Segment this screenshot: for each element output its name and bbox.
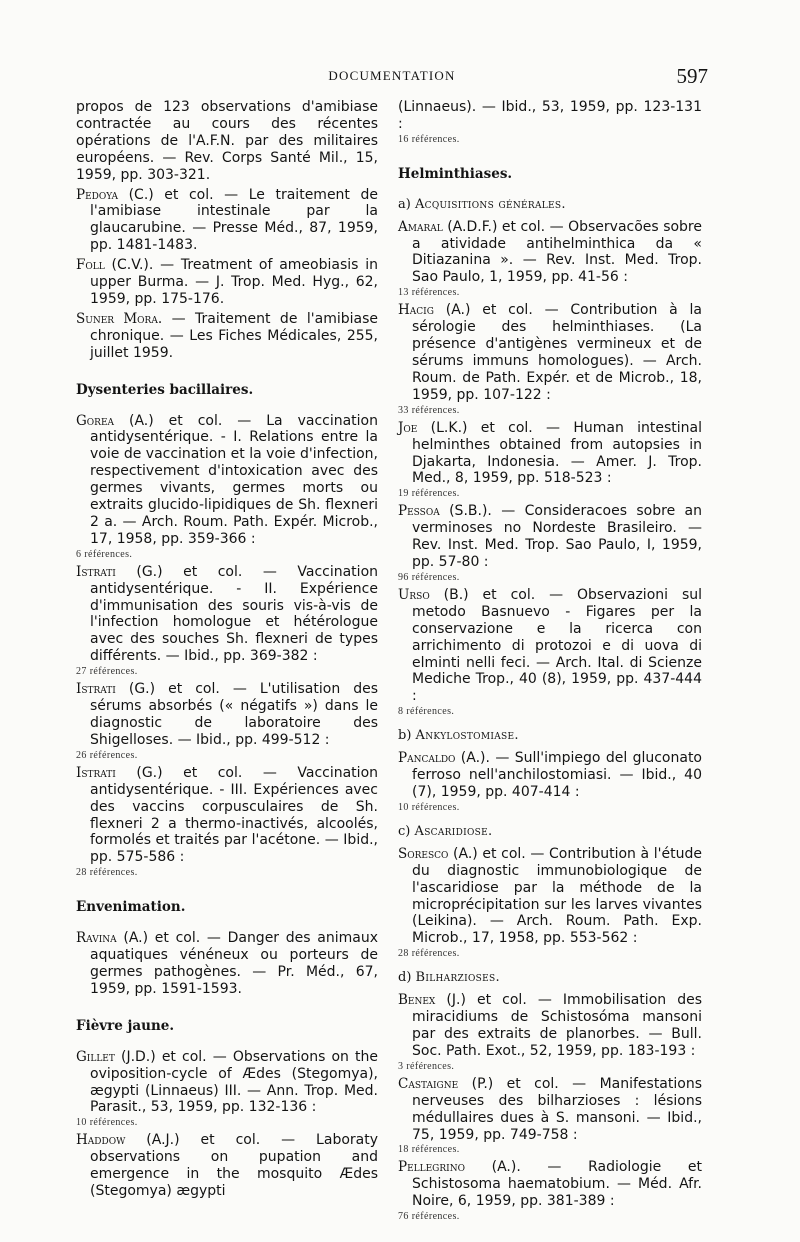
reference-entry: [76, 1049, 378, 1130]
section-heading: Dysenteries bacillaires.: [76, 381, 254, 398]
entry-text: (J.) et col. — Immobilisation des miracidiums de Schistosóma mansoni par des extraits de planorbes. — Bull. Soc. Path. Exot., 52, 1959, pp. 183-193 :: [412, 992, 703, 1059]
subsection-label: b): [398, 728, 412, 744]
entry-reference-count: 13 références.: [398, 287, 460, 299]
entry-author: Istrati: [76, 563, 116, 580]
reference-entry: [398, 420, 702, 501]
entry-reference-count: 19 références.: [398, 488, 460, 500]
reference-entry: [398, 846, 702, 960]
reference-entry: [398, 302, 702, 416]
entry-author: Haddow: [76, 1132, 126, 1149]
entry-text: (A.). — Sull'impiego del gluconato ferroso nell'anchilostomiasi. — Ibid., 40 (7), 1959, pp. 407-414 :: [412, 750, 702, 800]
entry-text: (Linnaeus). — Ibid., 53, 1959, pp. 123-131 :: [398, 99, 702, 132]
entry-author: Benex: [398, 992, 436, 1009]
entry-author: Gorea: [76, 412, 115, 429]
reference-entry: [76, 681, 378, 762]
entry-author: Amaral: [398, 218, 443, 235]
page-number: 597: [676, 64, 708, 88]
entry-reference-count: 16 références.: [398, 133, 460, 145]
subsection-title: Ascaridiose.: [414, 823, 493, 839]
entry-author: Pedoya: [76, 186, 118, 203]
reference-entry: [76, 765, 378, 879]
section-heading: Fièvre jaune.: [76, 1017, 175, 1034]
subsection-heading: [398, 728, 702, 745]
entry-reference-count: 27 références.: [76, 666, 138, 678]
entry-reference-count: 3 références.: [398, 1060, 455, 1072]
entry-author: Soresco: [398, 845, 449, 862]
entry-text: (A.J.) et col. — Laboraty observations on pupation and emergence in the mosquito Ædes (Stegomya) ægypti: [90, 1132, 379, 1200]
entry-text: (J.D.) et col. — Observations on the oviposition-cycle of Ædes (Stegomya), ægypti (Linnaeus) III. — Ann. Trop. Med. Parasit., 53, 1959, pp. 132-136 :: [90, 1048, 378, 1116]
reference-entry: [398, 1076, 702, 1157]
reference-entry: [76, 257, 378, 308]
running-head: [76, 66, 708, 86]
reference-entry: [76, 1132, 378, 1200]
entry-text: (P.) et col. — Manifestations nerveuses des bilharzioses : lésions médullaires dues à S. mansoni. — Ibid., 75, 1959, pp. 749-758 :: [412, 1075, 702, 1143]
entry-author: Foll: [76, 257, 105, 274]
entry-text: (A.) et col. — Contribution à la sérologie des helminthiases. (La présence d'antigènes vermineux et de sérums immuns homologues). — Arch. Roum. de Path. Expér. et de Microb., 18, 1959, pp. 107-122 :: [412, 302, 703, 403]
subsection-label: d): [398, 970, 412, 986]
section-heading: Helminthiases.: [398, 165, 513, 182]
reference-entry: [398, 219, 702, 300]
entry-author: Istrati: [76, 764, 116, 781]
entry-reference-count: 18 références.: [398, 1144, 460, 1156]
entry-author: Ravina: [76, 930, 117, 947]
entry-text: (L.K.) et col. — Human intestinal helminthes obtained from autopsies in Djakarta, Indonesia. — Amer. J. Trop. Med., 8, 1959, pp. 518-523 :: [412, 419, 702, 487]
entry-author: Hacig: [398, 302, 434, 319]
entry-author: Istrati: [76, 681, 116, 698]
entry-text: (C.) et col. — Le traitement de l'amibiase intestinale par la glaucarubine. — Presse Méd., 87, 1959, pp. 1481-1483.: [90, 186, 378, 254]
entry-text: (A.) et col. — Contribution à l'étude du diagnostic immunobiologique de l'ascaridiose par la méthode de la microprécipitation sur les larves vivantes (Leikina). — Arch. Roum. Path. Exp. Microb., 17, 1958, pp. 553-562 :: [412, 845, 702, 947]
subsection-title: Bilharzioses.: [415, 970, 500, 986]
entry-text: (A.D.F.) et col. — Observacões sobre a atividade antihelminthica da « Ditiazanina ». — Rev. Inst. Med. Trop. Sao Paulo, 1, 1959, pp. 41-56 :: [412, 218, 702, 286]
reference-entry: [398, 1159, 702, 1223]
reference-entry: [398, 503, 702, 584]
subsection-title: Ankylostomiase.: [415, 728, 519, 744]
reference-entry: [76, 311, 378, 362]
entry-text: (A.) et col. — La vaccination antidysentérique. - I. Relations entre la voie de vaccination et la voie d'infection, respectivement d'intoxication avec des germes vivants, germes morts ou extraits glucido-lipidiques de Sh. flexneri 2 a. — Arch. Roum. Path. Expér. Microb., 17, 1958, pp. 359-366 :: [90, 412, 378, 547]
subsection-heading: [398, 824, 702, 841]
reference-entry: [398, 750, 702, 814]
entry-text: (G.) et col. — Vaccination antidysentérique. - III. Expériences avec des vaccins corpusculaires de Sh. flexneri 2 a thermo-inactivés, alcoolés, formolés et traités par l'acétone. — Ibid., pp. 575-586 :: [90, 764, 379, 866]
reference-entry: [76, 187, 378, 255]
left-column: [76, 99, 378, 1200]
entry-reference-count: 10 références.: [76, 1117, 138, 1129]
reference-entry: [76, 413, 378, 561]
entry-reference-count: 6 références.: [76, 548, 133, 560]
entry-author: Gillet: [76, 1048, 115, 1065]
entry-reference-count: 33 références.: [398, 404, 460, 416]
entry-reference-count: 10 références.: [398, 801, 460, 813]
reference-entry: [398, 587, 702, 718]
entry-author: Castaigne: [398, 1075, 459, 1092]
reference-entry: [398, 992, 702, 1073]
entry-author: Pellegrino: [398, 1159, 465, 1176]
entry-author: Suner Mora.: [76, 310, 163, 327]
subsection-heading: [398, 197, 702, 214]
entry-text: — Traitement de l'amibiase chronique. — Les Fiches Médicales, 255, juillet 1959.: [90, 310, 378, 361]
entry-reference-count: 28 références.: [76, 867, 138, 879]
entry-text: (C.V.). — Treatment of ameobiasis in upper Burma. — J. Trop. Med. Hyg., 62, 1959, pp. 175-176.: [90, 257, 379, 307]
entry-text: (G.) et col. — L'utilisation des sérums absorbés (« négatifs ») dans le diagnostic de laboratoire des Shigelloses. — Ibid., pp. 499-512 :: [90, 681, 379, 748]
entry-reference-count: 96 références.: [398, 571, 460, 583]
subsection-title: Acquisitions générales.: [414, 196, 566, 212]
subsection-label: a): [398, 196, 411, 212]
reference-entry: [76, 99, 378, 184]
reference-entry: [398, 99, 702, 146]
entry-text: (S.B.). — Consideracoes sobre an verminoses no Nordeste Brasileiro. — Rev. Inst. Med. Trop. Sao Paulo, I, 1959, pp. 57-80 :: [412, 503, 702, 571]
running-title: DOCUMENTATION: [328, 68, 456, 83]
entry-text: (B.) et col. — Observazioni sul metodo Basnuevo - Figares per la conservazione e la ricerca con arrichimento di protozoi e di uova di elminti nelli feci. — Arch. Ital. di Scienze Mediche Trop., 40 (8), 1959, pp. 437-444 :: [412, 586, 703, 705]
entry-reference-count: 76 références.: [398, 1211, 460, 1223]
right-column: [398, 99, 702, 1223]
entry-text: (A.) et col. — Danger des animaux aquatiques vénéneux ou porteurs de germes pathogènes. — Pr. Méd., 67, 1959, pp. 1591-1593.: [90, 930, 378, 997]
entry-author: Joe: [398, 419, 418, 436]
reference-entry: [76, 930, 378, 998]
entry-text: (A.). — Radiologie et Schistosoma haematobium. — Méd. Afr. Noire, 6, 1959, pp. 381-389 :: [412, 1159, 703, 1210]
entry-author: Pancaldo: [398, 750, 456, 767]
entry-reference-count: 8 références.: [398, 706, 455, 718]
entry-author: Pessoa: [398, 503, 440, 520]
entry-text: propos de 123 observations d'amibiase contractée au cours des récentes opérations de l'A.F.N. par des militaires européens. — Rev. Corps Santé Mil., 15, 1959, pp. 303-321.: [76, 99, 378, 183]
entry-text: (G.) et col. — Vaccination antidysentérique. - II. Expérience d'immunisation des souris vis-à-vis de l'infection homologue et hétérologue avec des souches Sh. flexneri de types différents. — Ibid., pp. 369-382 :: [90, 563, 379, 665]
subsection-label: c): [398, 823, 411, 839]
section-heading: Envenimation.: [76, 899, 186, 916]
subsection-heading: [398, 970, 702, 987]
reference-entry: [76, 564, 378, 678]
entry-author: Urso: [398, 586, 430, 603]
entry-reference-count: 26 références.: [76, 749, 138, 761]
entry-reference-count: 28 références.: [398, 948, 460, 960]
